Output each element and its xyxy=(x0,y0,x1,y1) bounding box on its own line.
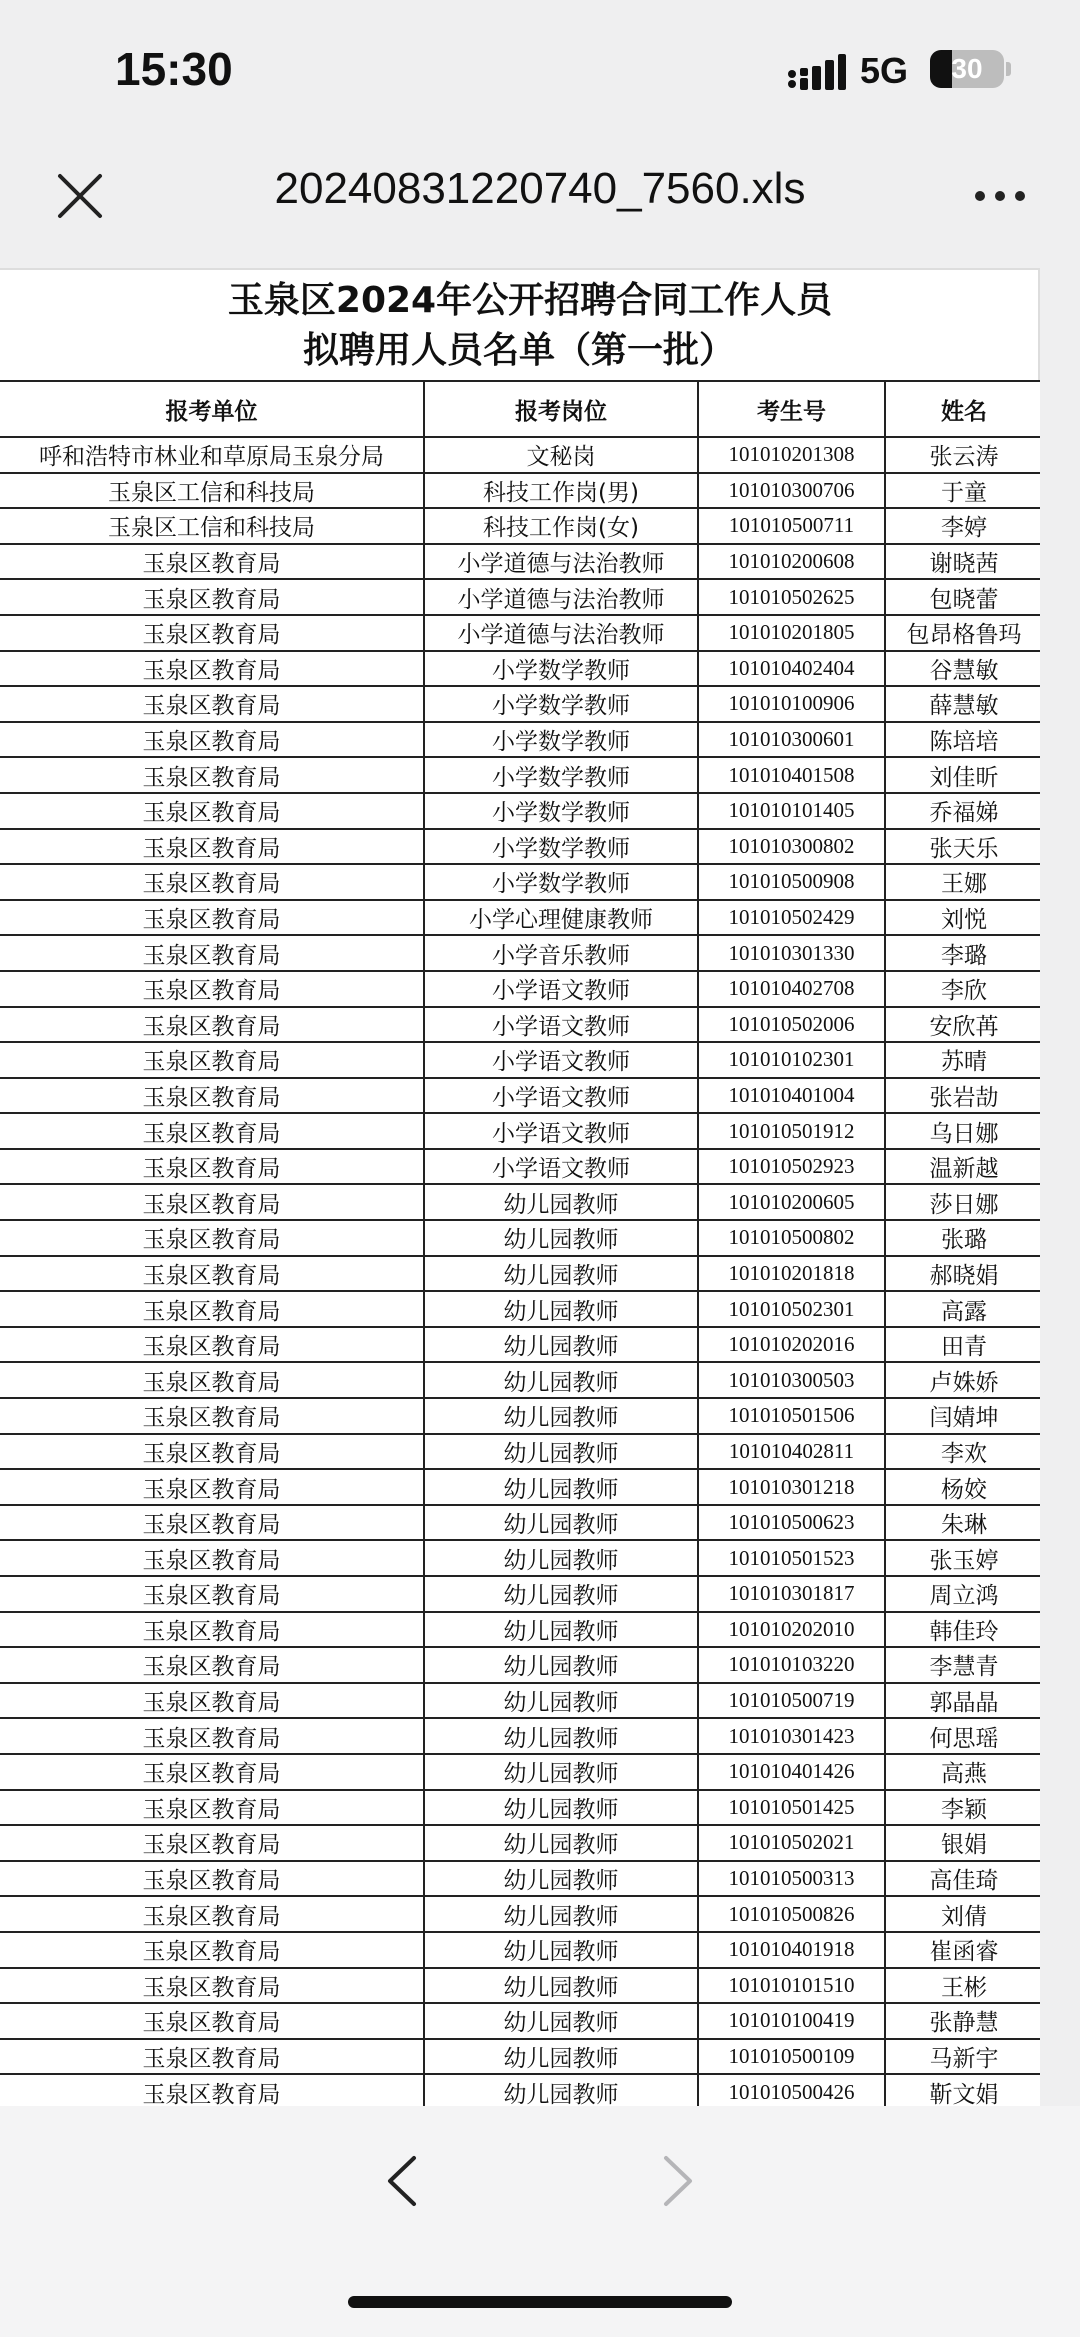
cell-name: 闫婧坤 xyxy=(885,1398,1040,1434)
network-type: 5G xyxy=(860,50,909,91)
table-row xyxy=(0,1469,1040,1505)
table-row xyxy=(0,2074,1040,2106)
cell-exam-number: 101010301817 xyxy=(698,1576,885,1612)
cell-unit: 玉泉区教育局 xyxy=(0,651,424,687)
cell-position: 幼儿园教师 xyxy=(424,1327,698,1363)
cell-position: 幼儿园教师 xyxy=(424,2074,698,2106)
cell-name: 李婷 xyxy=(885,508,1040,544)
more-options-icon[interactable] xyxy=(970,166,1030,226)
table-row xyxy=(0,1434,1040,1470)
cell-position: 幼儿园教师 xyxy=(424,1576,698,1612)
cell-exam-number: 101010500623 xyxy=(698,1505,885,1541)
cell-exam-number: 101010401918 xyxy=(698,1932,885,1968)
cell-exam-number: 101010500711 xyxy=(698,508,885,544)
candidate-table xyxy=(0,380,1040,2106)
cell-unit: 玉泉区教育局 xyxy=(0,615,424,651)
table-header-row xyxy=(0,381,1040,437)
cell-name: 刘倩 xyxy=(885,1896,1040,1932)
table-row xyxy=(0,1540,1040,1576)
chevron-left-icon[interactable] xyxy=(372,2146,432,2216)
cell-unit: 玉泉区教育局 xyxy=(0,1434,424,1470)
cell-unit: 玉泉区教育局 xyxy=(0,1825,424,1861)
cell-name: 郭晶晶 xyxy=(885,1683,1040,1719)
cell-exam-number: 101010500109 xyxy=(698,2039,885,2075)
cell-unit: 玉泉区教育局 xyxy=(0,1149,424,1185)
cell-position: 小学道德与法治教师 xyxy=(424,544,698,580)
cell-unit: 玉泉区教育局 xyxy=(0,1291,424,1327)
table-row xyxy=(0,651,1040,687)
cell-exam-number: 101010102301 xyxy=(698,1042,885,1078)
signal-strength-icon xyxy=(788,54,846,90)
cell-position: 幼儿园教师 xyxy=(424,1790,698,1826)
cell-exam-number: 101010101510 xyxy=(698,1968,885,2004)
table-row xyxy=(0,1932,1040,1968)
cell-unit: 玉泉区教育局 xyxy=(0,935,424,971)
cell-name: 李颖 xyxy=(885,1790,1040,1826)
cell-exam-number: 101010501425 xyxy=(698,1790,885,1826)
cell-unit: 玉泉区教育局 xyxy=(0,2003,424,2039)
cell-exam-number: 101010100419 xyxy=(698,2003,885,2039)
table-row xyxy=(0,1149,1040,1185)
cell-position: 幼儿园教师 xyxy=(424,1825,698,1861)
cell-unit: 玉泉区教育局 xyxy=(0,1861,424,1897)
cell-unit: 玉泉区教育局 xyxy=(0,1469,424,1505)
cell-exam-number: 101010301330 xyxy=(698,935,885,971)
battery-level: 30 xyxy=(951,53,983,84)
cell-exam-number: 101010200605 xyxy=(698,1184,885,1220)
close-icon[interactable] xyxy=(50,166,110,226)
header-unit: 报考单位 xyxy=(0,381,424,437)
file-title: 20240831220740_7560.xls xyxy=(274,164,806,213)
cell-position: 幼儿园教师 xyxy=(424,1612,698,1648)
table-row xyxy=(0,1113,1040,1149)
cell-unit: 玉泉区教育局 xyxy=(0,1505,424,1541)
cell-name: 王娜 xyxy=(885,864,1040,900)
table-row xyxy=(0,1220,1040,1256)
cell-exam-number: 101010300601 xyxy=(698,722,885,758)
cell-unit: 玉泉区教育局 xyxy=(0,2074,424,2106)
cell-unit: 玉泉区教育局 xyxy=(0,1007,424,1043)
cell-name: 温新越 xyxy=(885,1149,1040,1185)
status-time: 15:30 xyxy=(115,43,233,95)
cell-position: 小学语文教师 xyxy=(424,1149,698,1185)
cell-exam-number: 101010501912 xyxy=(698,1113,885,1149)
cell-position: 科技工作岗(女) xyxy=(424,508,698,544)
table-row xyxy=(0,1184,1040,1220)
cell-name: 包昂格鲁玛 xyxy=(885,615,1040,651)
cell-exam-number: 101010500426 xyxy=(698,2074,885,2106)
cell-unit: 玉泉区教育局 xyxy=(0,1896,424,1932)
table-row xyxy=(0,1291,1040,1327)
cell-unit: 玉泉区教育局 xyxy=(0,579,424,615)
cell-exam-number: 101010401508 xyxy=(698,757,885,793)
cell-exam-number: 101010402811 xyxy=(698,1434,885,1470)
table-row xyxy=(0,757,1040,793)
cell-name: 张静慧 xyxy=(885,2003,1040,2039)
cell-name: 靳文娟 xyxy=(885,2074,1040,2106)
cell-position: 小学语文教师 xyxy=(424,1007,698,1043)
table-row xyxy=(0,1861,1040,1897)
cell-exam-number: 101010100906 xyxy=(698,686,885,722)
cell-name: 银娟 xyxy=(885,1825,1040,1861)
cell-unit: 玉泉区教育局 xyxy=(0,2039,424,2075)
cell-name: 李慧青 xyxy=(885,1647,1040,1683)
cell-position: 幼儿园教师 xyxy=(424,2039,698,2075)
header-name: 姓名 xyxy=(885,381,1040,437)
cell-unit: 玉泉区教育局 xyxy=(0,1256,424,1292)
cell-unit: 玉泉区工信和科技局 xyxy=(0,473,424,509)
table-row xyxy=(0,1576,1040,1612)
table-row xyxy=(0,1754,1040,1790)
table-row xyxy=(0,473,1040,509)
cell-position: 小学音乐教师 xyxy=(424,935,698,971)
battery-tip xyxy=(1006,62,1011,76)
cell-position: 小学数学教师 xyxy=(424,722,698,758)
title-bar xyxy=(0,140,1080,252)
cell-name: 李璐 xyxy=(885,935,1040,971)
table-row xyxy=(0,793,1040,829)
cell-name: 高燕 xyxy=(885,1754,1040,1790)
cell-position: 幼儿园教师 xyxy=(424,1398,698,1434)
table-row xyxy=(0,2039,1040,2075)
cell-name: 高佳琦 xyxy=(885,1861,1040,1897)
cell-unit: 玉泉区教育局 xyxy=(0,900,424,936)
cell-exam-number: 101010500719 xyxy=(698,1683,885,1719)
cell-position: 幼儿园教师 xyxy=(424,1540,698,1576)
cell-unit: 玉泉区教育局 xyxy=(0,1398,424,1434)
cell-position: 小学数学教师 xyxy=(424,793,698,829)
cell-unit: 玉泉区教育局 xyxy=(0,1932,424,1968)
cell-unit: 玉泉区教育局 xyxy=(0,1220,424,1256)
cell-position: 文秘岗 xyxy=(424,437,698,473)
sheet-title xyxy=(0,268,1040,380)
header-position: 报考岗位 xyxy=(424,381,698,437)
cell-exam-number: 101010502429 xyxy=(698,900,885,936)
cell-name: 王彬 xyxy=(885,1968,1040,2004)
cell-exam-number: 101010502021 xyxy=(698,1825,885,1861)
cell-name: 卢姝娇 xyxy=(885,1362,1040,1398)
cell-name: 谷慧敏 xyxy=(885,651,1040,687)
table-row xyxy=(0,615,1040,651)
cell-position: 幼儿园教师 xyxy=(424,1754,698,1790)
cell-name: 郝晓娟 xyxy=(885,1256,1040,1292)
cell-name: 何思瑶 xyxy=(885,1718,1040,1754)
cell-position: 小学数学教师 xyxy=(424,757,698,793)
bottom-nav-bar xyxy=(0,2106,1080,2337)
cell-exam-number: 101010500826 xyxy=(698,1896,885,1932)
cell-unit: 玉泉区工信和科技局 xyxy=(0,508,424,544)
table-row xyxy=(0,1007,1040,1043)
cell-exam-number: 101010201308 xyxy=(698,437,885,473)
cell-name: 于童 xyxy=(885,473,1040,509)
cell-exam-number: 101010401426 xyxy=(698,1754,885,1790)
cell-exam-number: 101010301218 xyxy=(698,1469,885,1505)
cell-position: 小学数学教师 xyxy=(424,686,698,722)
table-row xyxy=(0,935,1040,971)
table-row xyxy=(0,1078,1040,1114)
cell-unit: 玉泉区教育局 xyxy=(0,1683,424,1719)
cell-name: 张云涛 xyxy=(885,437,1040,473)
table-row xyxy=(0,900,1040,936)
cell-unit: 玉泉区教育局 xyxy=(0,722,424,758)
cell-exam-number: 101010300706 xyxy=(698,473,885,509)
cell-position: 幼儿园教师 xyxy=(424,1932,698,1968)
table-row xyxy=(0,722,1040,758)
battery-icon xyxy=(930,50,1004,88)
table-row xyxy=(0,579,1040,615)
cell-name: 田青 xyxy=(885,1327,1040,1363)
cell-exam-number: 101010500802 xyxy=(698,1220,885,1256)
cell-position: 幼儿园教师 xyxy=(424,1220,698,1256)
table-row xyxy=(0,544,1040,580)
table-row xyxy=(0,1505,1040,1541)
cell-position: 小学数学教师 xyxy=(424,829,698,865)
cell-name: 刘悦 xyxy=(885,900,1040,936)
table-row xyxy=(0,971,1040,1007)
cell-exam-number: 101010200608 xyxy=(698,544,885,580)
status-bar xyxy=(0,0,1080,140)
cell-unit: 玉泉区教育局 xyxy=(0,1362,424,1398)
cell-name: 乌日娜 xyxy=(885,1113,1040,1149)
table-row xyxy=(0,864,1040,900)
cell-position: 小学心理健康教师 xyxy=(424,900,698,936)
cell-unit: 玉泉区教育局 xyxy=(0,686,424,722)
cell-position: 小学数学教师 xyxy=(424,651,698,687)
cell-position: 小学语文教师 xyxy=(424,1042,698,1078)
cell-name: 杨姣 xyxy=(885,1469,1040,1505)
cell-name: 张岩劼 xyxy=(885,1078,1040,1114)
sheet-title-line1: 玉泉区2024年公开招聘合同工作人员 xyxy=(227,280,833,321)
cell-name: 韩佳玲 xyxy=(885,1612,1040,1648)
cell-name: 崔函睿 xyxy=(885,1932,1040,1968)
cell-unit: 玉泉区教育局 xyxy=(0,971,424,1007)
cell-exam-number: 101010402404 xyxy=(698,651,885,687)
cell-position: 幼儿园教师 xyxy=(424,2003,698,2039)
cell-exam-number: 101010201805 xyxy=(698,615,885,651)
cell-unit: 玉泉区教育局 xyxy=(0,544,424,580)
cell-position: 幼儿园教师 xyxy=(424,1469,698,1505)
cell-exam-number: 101010501523 xyxy=(698,1540,885,1576)
cell-unit: 玉泉区教育局 xyxy=(0,1790,424,1826)
cell-name: 苏晴 xyxy=(885,1042,1040,1078)
cell-name: 谢晓茜 xyxy=(885,544,1040,580)
table-row xyxy=(0,1896,1040,1932)
cell-name: 薛慧敏 xyxy=(885,686,1040,722)
table-row xyxy=(0,686,1040,722)
cell-position: 幼儿园教师 xyxy=(424,1434,698,1470)
cell-name: 乔福娣 xyxy=(885,793,1040,829)
cell-position: 小学数学教师 xyxy=(424,864,698,900)
cell-position: 小学语文教师 xyxy=(424,1113,698,1149)
cell-unit: 玉泉区教育局 xyxy=(0,1968,424,2004)
cell-unit: 玉泉区教育局 xyxy=(0,829,424,865)
cell-name: 马新宇 xyxy=(885,2039,1040,2075)
cell-name: 莎日娜 xyxy=(885,1184,1040,1220)
cell-exam-number: 101010202016 xyxy=(698,1327,885,1363)
cell-exam-number: 101010101405 xyxy=(698,793,885,829)
table-row xyxy=(0,1042,1040,1078)
cell-exam-number: 101010501506 xyxy=(698,1398,885,1434)
cell-unit: 玉泉区教育局 xyxy=(0,864,424,900)
cell-position: 小学道德与法治教师 xyxy=(424,615,698,651)
cell-unit: 玉泉区教育局 xyxy=(0,1327,424,1363)
cell-name: 刘佳昕 xyxy=(885,757,1040,793)
cell-position: 幼儿园教师 xyxy=(424,1861,698,1897)
cell-position: 幼儿园教师 xyxy=(424,1184,698,1220)
cell-unit: 玉泉区教育局 xyxy=(0,1612,424,1648)
cell-name: 包晓蕾 xyxy=(885,579,1040,615)
cell-position: 幼儿园教师 xyxy=(424,1505,698,1541)
cell-name: 朱琳 xyxy=(885,1505,1040,1541)
cell-exam-number: 101010202010 xyxy=(698,1612,885,1648)
table-row xyxy=(0,1398,1040,1434)
chevron-right-icon[interactable] xyxy=(648,2146,708,2216)
table-row xyxy=(0,1968,1040,2004)
cell-name: 安欣苒 xyxy=(885,1007,1040,1043)
table-row xyxy=(0,1256,1040,1292)
cell-position: 小学语文教师 xyxy=(424,1078,698,1114)
cell-exam-number: 101010301423 xyxy=(698,1718,885,1754)
cell-name: 高露 xyxy=(885,1291,1040,1327)
cell-position: 幼儿园教师 xyxy=(424,1896,698,1932)
cell-unit: 玉泉区教育局 xyxy=(0,1647,424,1683)
spreadsheet-view[interactable] xyxy=(0,268,1040,2106)
cell-exam-number: 101010401004 xyxy=(698,1078,885,1114)
cell-unit: 玉泉区教育局 xyxy=(0,1184,424,1220)
table-row xyxy=(0,508,1040,544)
cell-unit: 玉泉区教育局 xyxy=(0,1754,424,1790)
cell-position: 幼儿园教师 xyxy=(424,1718,698,1754)
cell-exam-number: 101010103220 xyxy=(698,1647,885,1683)
cell-name: 陈培培 xyxy=(885,722,1040,758)
cell-exam-number: 101010500313 xyxy=(698,1861,885,1897)
cell-position: 幼儿园教师 xyxy=(424,1291,698,1327)
cell-exam-number: 101010500908 xyxy=(698,864,885,900)
sheet-title-line2: 拟聘用人员名单（第一批） xyxy=(302,330,735,371)
cell-name: 李欢 xyxy=(885,1434,1040,1470)
cell-position: 幼儿园教师 xyxy=(424,1968,698,2004)
cell-name: 周立鸿 xyxy=(885,1576,1040,1612)
cell-unit: 呼和浩特市林业和草原局玉泉分局 xyxy=(0,437,424,473)
cell-exam-number: 101010502923 xyxy=(698,1149,885,1185)
cell-unit: 玉泉区教育局 xyxy=(0,1540,424,1576)
cell-name: 张璐 xyxy=(885,1220,1040,1256)
cell-position: 小学道德与法治教师 xyxy=(424,579,698,615)
table-row xyxy=(0,1825,1040,1861)
cell-exam-number: 101010300503 xyxy=(698,1362,885,1398)
cell-exam-number: 101010300802 xyxy=(698,829,885,865)
cell-position: 小学语文教师 xyxy=(424,971,698,1007)
header-exam-number: 考生号 xyxy=(698,381,885,437)
table-row xyxy=(0,1718,1040,1754)
table-row xyxy=(0,2003,1040,2039)
cell-name: 李欣 xyxy=(885,971,1040,1007)
table-row xyxy=(0,437,1040,473)
table-row xyxy=(0,1647,1040,1683)
cell-exam-number: 101010402708 xyxy=(698,971,885,1007)
cell-unit: 玉泉区教育局 xyxy=(0,1042,424,1078)
table-row xyxy=(0,1683,1040,1719)
cell-exam-number: 101010502625 xyxy=(698,579,885,615)
table-row xyxy=(0,1790,1040,1826)
cell-unit: 玉泉区教育局 xyxy=(0,1576,424,1612)
cell-exam-number: 101010502301 xyxy=(698,1291,885,1327)
table-row xyxy=(0,829,1040,865)
cell-unit: 玉泉区教育局 xyxy=(0,793,424,829)
table-row xyxy=(0,1612,1040,1648)
cell-position: 幼儿园教师 xyxy=(424,1683,698,1719)
cell-exam-number: 101010201818 xyxy=(698,1256,885,1292)
cell-name: 张玉婷 xyxy=(885,1540,1040,1576)
cell-name: 张天乐 xyxy=(885,829,1040,865)
home-indicator xyxy=(348,2296,732,2308)
cell-exam-number: 101010502006 xyxy=(698,1007,885,1043)
table-row xyxy=(0,1327,1040,1363)
cell-position: 幼儿园教师 xyxy=(424,1647,698,1683)
cell-unit: 玉泉区教育局 xyxy=(0,1113,424,1149)
cell-unit: 玉泉区教育局 xyxy=(0,757,424,793)
cell-unit: 玉泉区教育局 xyxy=(0,1078,424,1114)
cell-position: 幼儿园教师 xyxy=(424,1362,698,1398)
cell-position: 科技工作岗(男) xyxy=(424,473,698,509)
table-row xyxy=(0,1362,1040,1398)
cell-position: 幼儿园教师 xyxy=(424,1256,698,1292)
cell-unit: 玉泉区教育局 xyxy=(0,1718,424,1754)
